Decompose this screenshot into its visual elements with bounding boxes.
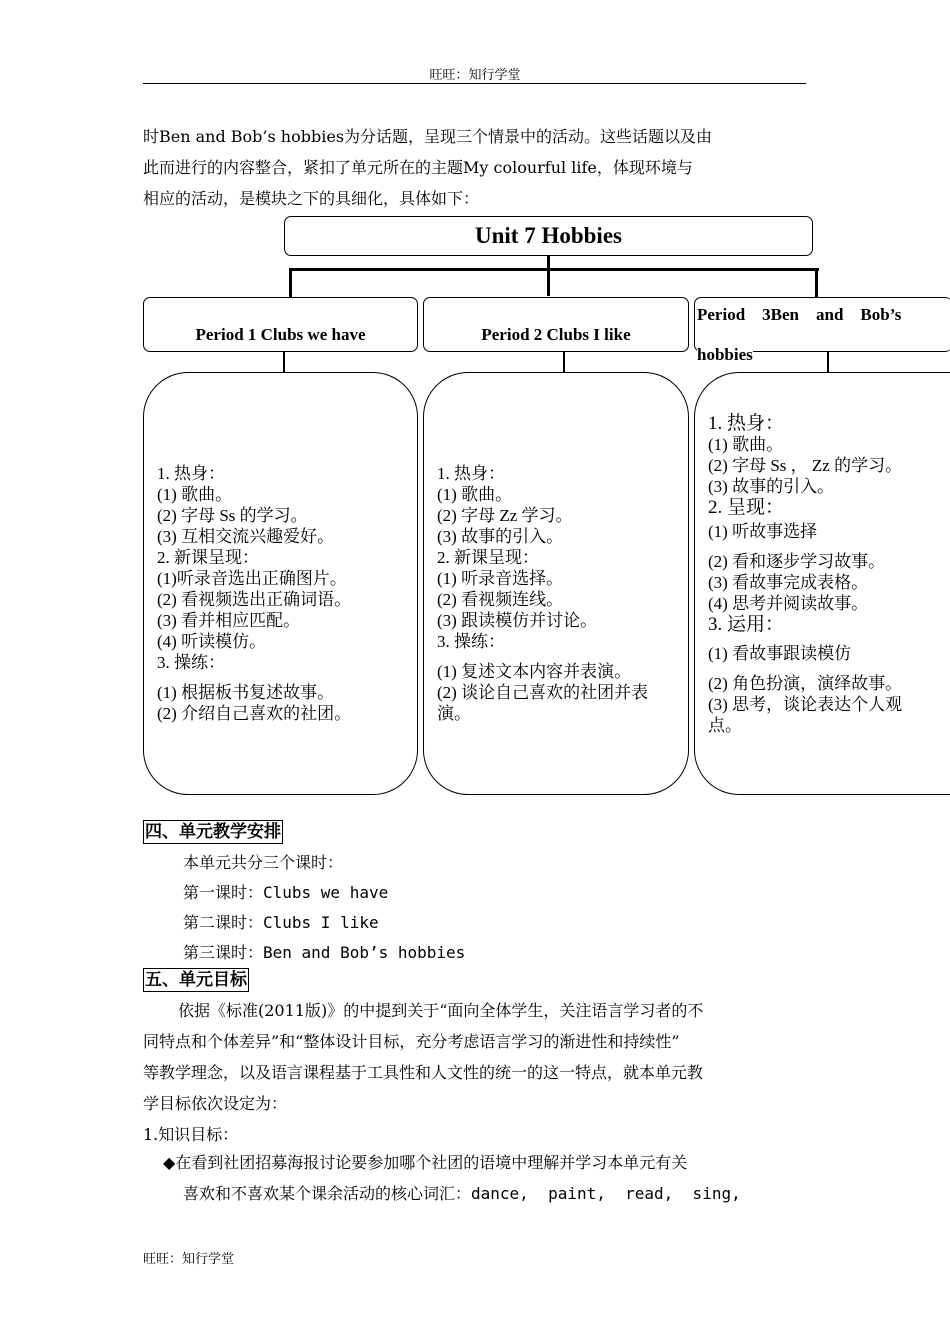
section-4-line: 第二课时：Clubs I like — [183, 913, 379, 932]
section-5-paragraph-line: 依据《标准(2011版)》的中提到关于“面向全体学生，关注语言学习者的不 — [178, 1001, 704, 1020]
detail-line: (2) 字母 Ss 的学习。 — [157, 506, 308, 525]
intro-line-2: 此而进行的内容整合，紧扣了单元所在的主题My colourful life，体现环境与 — [143, 158, 693, 177]
knowledge-goal-heading: 1.知识目标： — [143, 1125, 239, 1144]
section-4-line: 本单元共分三个课时： — [183, 853, 344, 872]
period-3-detail-box — [694, 372, 950, 795]
page-footer: 旺旺：知行学堂 — [143, 1252, 235, 1267]
detail-line: (3) 故事的引入。 — [437, 527, 564, 546]
period-3-label-line2: hobbies — [697, 345, 753, 364]
period-2-box — [423, 297, 689, 352]
detail-line: 3. 操练： — [157, 653, 225, 672]
detail-line: (4) 思考并阅读故事。 — [708, 594, 869, 613]
period-3-box — [694, 297, 950, 364]
connector-p3 — [827, 352, 829, 372]
detail-line: 3. 操练： — [437, 632, 505, 651]
detail-line: (1) 复述文本内容并表演。 — [437, 662, 632, 681]
intro-line-3: 相应的活动，是模块之下的具细化，具体如下： — [143, 189, 480, 208]
section-4-line: 第一课时：Clubs we have — [183, 883, 389, 902]
detail-line: (1) 听故事选择 — [708, 522, 818, 541]
detail-line: 1. 热身： — [708, 413, 785, 434]
detail-line: (3) 跟读模仿并讨论。 — [437, 611, 598, 630]
period-3-label-line1: Period 3Ben and Bob’s — [697, 305, 902, 324]
period-2-detail-box — [423, 372, 689, 795]
intro-line-1: 时Ben and Bob’s hobbies为分话题，呈现三个情景中的活动。这些话题以及由 — [143, 127, 713, 146]
detail-line: (2) 字母 Zz 学习。 — [437, 506, 573, 525]
unit-title: Unit 7 Hobbies — [475, 223, 622, 248]
period-1-box — [143, 297, 418, 352]
bullet-item: ◆在看到社团招募海报讨论要参加哪个社团的语境中理解并学习本单元有关 — [163, 1153, 688, 1172]
section-5-heading: 五、单元目标 — [145, 970, 247, 990]
detail-line: (2) 看视频选出正确词语。 — [157, 590, 352, 609]
period-1-label: Period 1 Clubs we have — [195, 325, 366, 344]
period-2-label: Period 2 Clubs I like — [481, 325, 631, 344]
detail-line: (2) 谈论自己喜欢的社团并表 — [437, 683, 649, 702]
detail-line: (1) 看故事跟读模仿 — [708, 644, 852, 663]
section-4-heading: 四、单元教学安排 — [145, 822, 281, 842]
detail-line: (1) 歌曲。 — [708, 435, 784, 454]
header-rule — [143, 83, 806, 84]
detail-line: (1) 歌曲。 — [437, 485, 513, 504]
detail-line: (1) 根据板书复述故事。 — [157, 683, 335, 702]
detail-line: 2. 呈现： — [708, 497, 785, 518]
connector-p1 — [283, 352, 285, 372]
detail-line: 1. 热身： — [157, 464, 225, 483]
connector-vertical-main — [547, 256, 550, 296]
detail-line: 点。 — [708, 716, 742, 735]
section-5-paragraph-line: 学目标依次设定为： — [143, 1094, 288, 1113]
page-header: 旺旺：知行学堂 — [429, 68, 521, 83]
detail-line: (1) 听录音选择。 — [437, 569, 564, 588]
detail-line: (2) 角色扮演，演绎故事。 — [708, 674, 903, 693]
detail-line: (3) 看并相应匹配。 — [157, 611, 301, 630]
connector-left — [289, 268, 292, 298]
bullet-item-continued: 喜欢和不喜欢某个课余活动的核心词汇：dance, paint, read, sing, — [183, 1184, 741, 1203]
section-5-paragraph-line: 等教学理念，以及语言课程基于工具性和人文性的统一的这一特点，就本单元教 — [143, 1063, 704, 1082]
detail-line: (3) 看故事完成表格。 — [708, 573, 869, 592]
detail-line: (2) 看和逐步学习故事。 — [708, 552, 886, 571]
detail-line: 1. 热身： — [437, 464, 505, 483]
connector-horizontal — [289, 268, 819, 271]
detail-line: (1)听录音选出正确图片。 — [157, 569, 347, 588]
detail-line: (2) 字母 Ss ， Zz 的学习。 — [708, 456, 903, 475]
detail-line: (3) 思考，谈论表达个人观 — [708, 695, 903, 714]
detail-line: (4) 听读模仿。 — [157, 632, 267, 651]
detail-line: 演。 — [437, 704, 471, 723]
detail-line: (3) 互相交流兴趣爱好。 — [157, 527, 335, 546]
connector-right — [815, 268, 818, 298]
section-5-paragraph-line: 同特点和个体差异”和“整体设计目标，充分考虑语言学习的渐进性和持续性” — [143, 1032, 680, 1051]
connector-p2 — [563, 352, 565, 372]
detail-line: 2. 新课呈现： — [157, 548, 259, 567]
unit-title-box — [284, 216, 813, 256]
detail-line: 2. 新课呈现： — [437, 548, 539, 567]
detail-line: (3) 故事的引入。 — [708, 477, 835, 496]
detail-line: 3. 运用： — [708, 614, 785, 635]
section-4-line: 第三课时：Ben and Bob’s hobbies — [183, 943, 466, 962]
detail-line: (2) 介绍自己喜欢的社团。 — [157, 704, 352, 723]
detail-line: (1) 歌曲。 — [157, 485, 233, 504]
detail-line: (2) 看视频连线。 — [437, 590, 564, 609]
period-1-detail-box — [143, 372, 418, 795]
